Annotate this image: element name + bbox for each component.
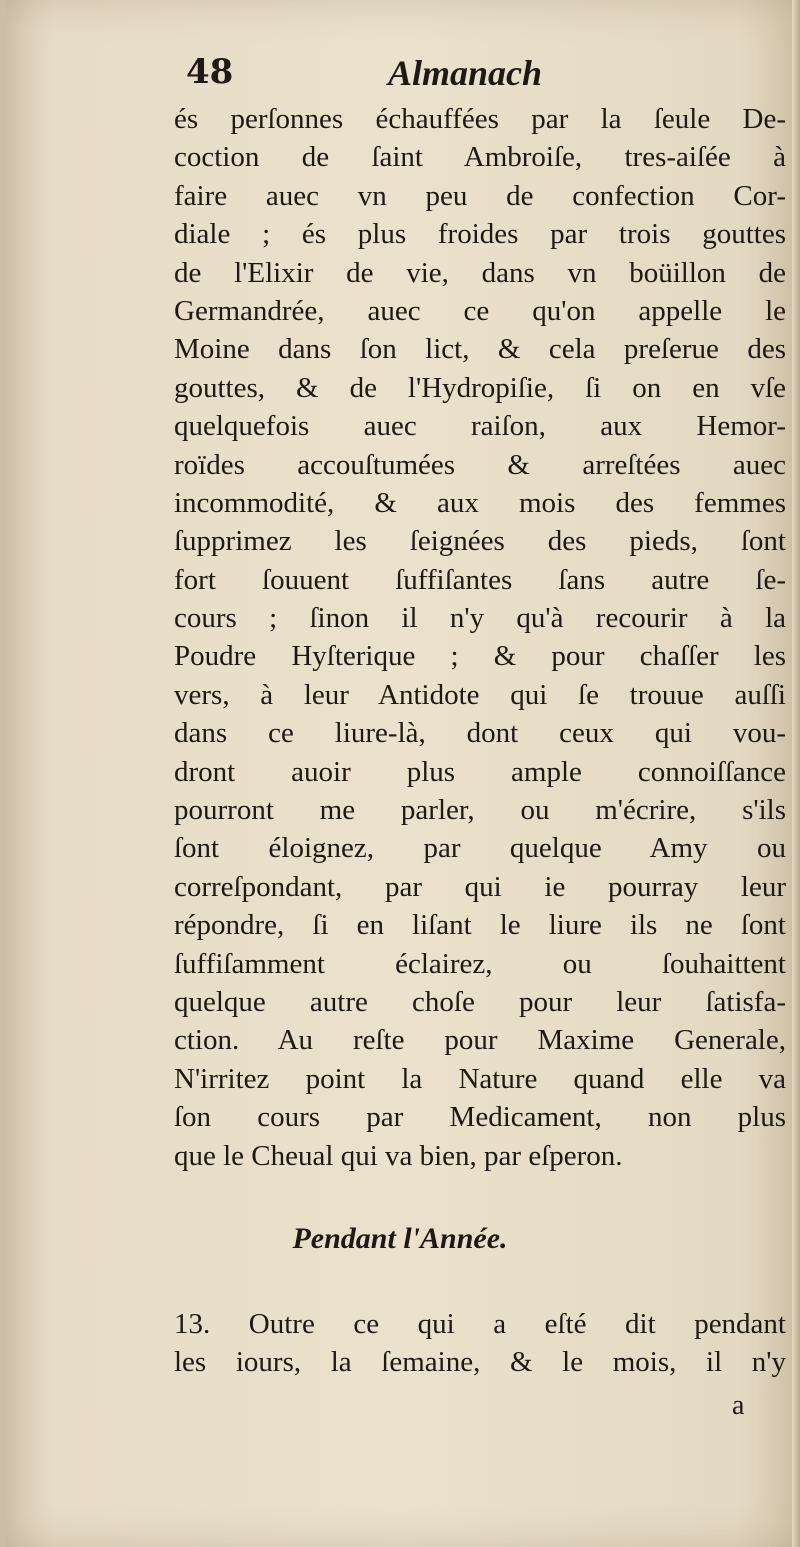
- text-line: répondre, ſi en liſant le liure ils ne ſont: [174, 909, 786, 942]
- text-line: dront auoir plus ample connoiſſance: [174, 755, 786, 788]
- text-line: incommodité, & aux mois des femmes: [174, 486, 786, 519]
- text-line: quelquefois auec raiſon, aux Hemor-: [174, 410, 786, 443]
- text-line: cours ; ſinon il n'y qu'à recourir à la: [174, 602, 786, 635]
- text-line: diale ; és plus froides par trois gouttes: [174, 218, 786, 251]
- paragraph-13: [174, 1304, 786, 1381]
- text-line: ſon cours par Medicament, non plus: [174, 1101, 786, 1134]
- text-line: de l'Elixir de vie, dans vn boüillon de: [174, 256, 786, 289]
- text-line: Moine dans ſon lict, & cela preſerue des: [174, 333, 786, 366]
- text-line: ction. Au reſte pour Maxime Generale,: [174, 1024, 786, 1057]
- text-line: ſuffiſamment éclairez, ou ſouhaittent: [174, 947, 786, 980]
- text-line: ſont éloignez, par quelque Amy ou: [174, 832, 786, 865]
- text-line: N'irritez point la Nature quand elle va: [174, 1062, 786, 1095]
- text-line: pourront me parler, ou m'écrire, s'ils: [174, 794, 786, 827]
- text-line: 13. Outre ce qui a eſté dit pendant: [174, 1308, 786, 1340]
- text-line: faire auec vn peu de confection Cor-: [174, 179, 786, 212]
- body-paragraph: [174, 100, 786, 1175]
- text-line: coction de ſaint Ambroiſe, tres-aiſée à: [174, 141, 786, 174]
- text-line: és perſonnes échauffées par la ſeule De-: [174, 103, 786, 135]
- text-line: correſpondant, par qui ie pourray leur: [174, 870, 786, 903]
- text-line: que le Cheual qui va bien, par eſperon.: [174, 1139, 623, 1172]
- catchword: a: [732, 1390, 745, 1421]
- text-line: vers, à leur Antidote qui ſe trouue auſſi: [174, 678, 786, 711]
- text-line: ſupprimez les ſeignées des pieds, ſont: [174, 525, 786, 558]
- text-line: gouttes, & de l'Hydropiſie, ſi on en vſe: [174, 371, 786, 404]
- page-header: [180, 52, 780, 100]
- page-edge-shadow: [792, 0, 800, 1547]
- text-line: dans ce liure-là, dont ceux qui vou-: [174, 717, 786, 750]
- running-title: Almanach: [388, 53, 543, 93]
- text-line: fort ſouuent ſuffiſantes ſans autre ſe-: [174, 563, 786, 596]
- text-line: les iours, la ſemaine, & le mois, il n'y: [174, 1346, 786, 1379]
- text-line: Poudre Hyſterique ; & pour chaſſer les: [174, 640, 786, 673]
- page-number: 48: [186, 52, 234, 92]
- text-line: quelque autre choſe pour leur ſatisfa-: [174, 985, 786, 1018]
- text-line: Germandrée, auec ce qu'on appelle le: [174, 294, 786, 327]
- text-line: roïdes accouſtumées & arreſtées auec: [174, 448, 786, 481]
- section-heading: Pendant l'Année.: [292, 1222, 508, 1255]
